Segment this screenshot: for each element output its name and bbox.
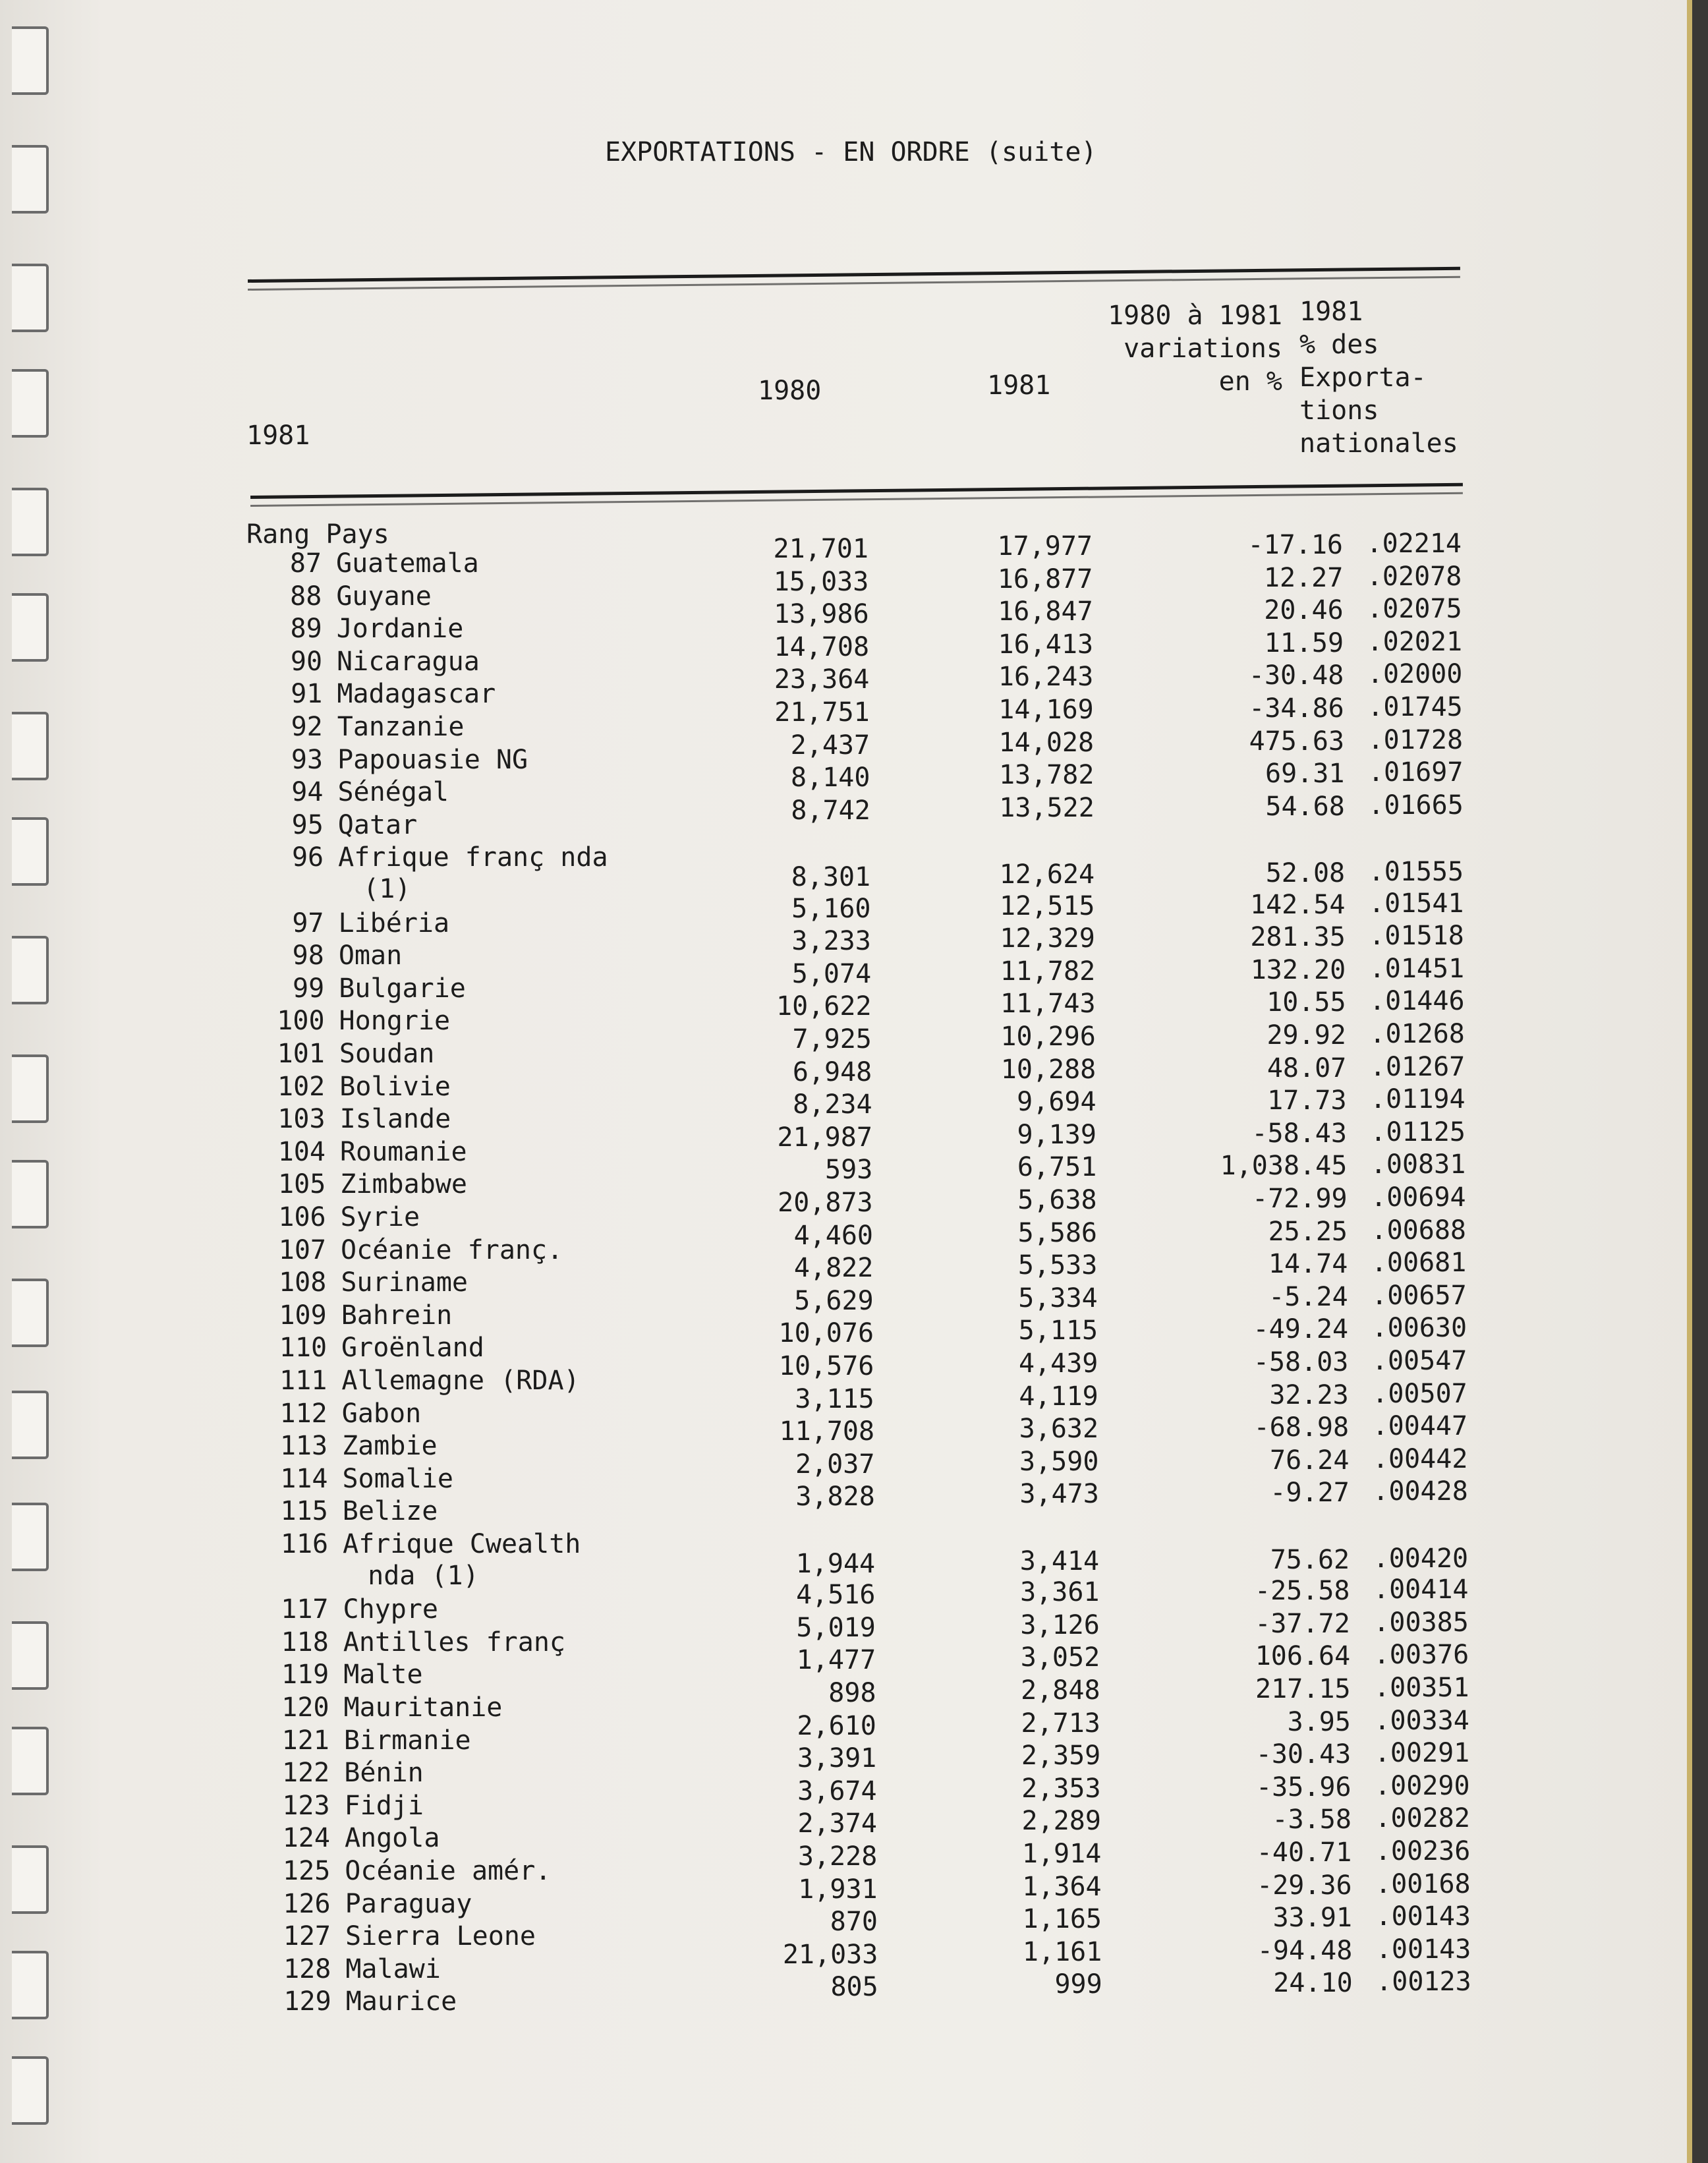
row-value-1980: 21,751	[774, 697, 870, 728]
row-variation: 69.31	[1265, 759, 1345, 790]
row-rank: 119	[281, 1659, 329, 1690]
row-rank: 112	[279, 1398, 327, 1429]
row-value-1981: 2,713	[1021, 1708, 1100, 1739]
row-value-1981: 1,364	[1022, 1871, 1102, 1902]
row-value-1981: 3,126	[1020, 1609, 1100, 1640]
row-share: .00143	[1375, 1901, 1471, 1932]
row-value-1980: 1,944	[795, 1549, 876, 1579]
row-country: Afrique Cwealth	[343, 1529, 581, 1559]
row-country: Zimbabwe	[340, 1169, 467, 1200]
row-rank: 117	[281, 1594, 329, 1625]
column-header-1981: 1981	[987, 370, 1051, 401]
row-variation: -37.72	[1255, 1608, 1350, 1639]
row-country: Mauritanie	[343, 1692, 503, 1723]
row-share: .00385	[1373, 1607, 1469, 1638]
row-value-1981: 3,590	[1019, 1446, 1099, 1477]
row-variation: -25.58	[1255, 1576, 1350, 1607]
column-header-share: 1981 % des Exporta- tions nationales	[1299, 297, 1458, 459]
row-value-1980: 1,477	[796, 1645, 876, 1676]
row-rank: 110	[279, 1333, 327, 1364]
row-variation: -58.43	[1251, 1118, 1347, 1149]
row-country: Islande	[339, 1104, 451, 1135]
column-header-rank-year: 1981	[246, 420, 310, 451]
row-variation: 33.91	[1272, 1903, 1352, 1934]
row-value-1980: 21,987	[777, 1122, 872, 1153]
row-country: Guyane	[336, 581, 432, 612]
row-country: Soudan	[339, 1039, 435, 1069]
row-value-1981: 5,115	[1018, 1315, 1098, 1346]
row-share: .01745	[1367, 692, 1463, 722]
row-variation: 76.24	[1270, 1445, 1350, 1476]
row-variation: -35.96	[1256, 1772, 1352, 1802]
row-value-1980: 2,374	[797, 1808, 877, 1839]
row-value-1980: 14,708	[774, 631, 870, 662]
row-rank: 102	[277, 1071, 326, 1102]
row-share: .01267	[1369, 1051, 1466, 1082]
row-value-1980: 3,115	[795, 1383, 874, 1414]
row-value-1981: 9,139	[1017, 1119, 1096, 1150]
row-value-1981: 14,028	[998, 727, 1095, 758]
row-variation: -68.98	[1253, 1412, 1350, 1443]
row-variation: -72.99	[1252, 1184, 1348, 1214]
row-variation: 281.35	[1250, 922, 1346, 953]
row-value-1980: 10,076	[778, 1318, 874, 1349]
row-rank: 120	[281, 1692, 329, 1723]
row-country: Bulgarie	[339, 973, 466, 1004]
row-rank: 91	[291, 679, 323, 710]
row-rank: 108	[279, 1267, 327, 1298]
row-rank: 129	[283, 1986, 331, 2017]
row-value-1981: 11,743	[1000, 989, 1096, 1020]
row-rank: 123	[282, 1790, 330, 1821]
row-variation: -9.27	[1270, 1478, 1350, 1509]
row-share: .00428	[1373, 1476, 1468, 1507]
row-share: .00681	[1371, 1248, 1467, 1279]
row-variation: 32.23	[1269, 1379, 1349, 1410]
row-share: .01541	[1369, 888, 1464, 919]
row-variation: 3.95	[1287, 1706, 1351, 1737]
row-share: .00694	[1371, 1182, 1466, 1213]
page-title: EXPORTATIONS - EN ORDRE (suite)	[605, 137, 1097, 167]
row-share: .01697	[1367, 757, 1464, 788]
row-rank: 109	[279, 1300, 327, 1331]
row-rank: 115	[280, 1496, 328, 1527]
row-country: Belize	[342, 1496, 438, 1527]
row-rank: 103	[277, 1104, 326, 1135]
row-value-1980: 805	[830, 1972, 878, 2003]
row-share: .00414	[1373, 1574, 1469, 1605]
row-value-1981: 13,522	[999, 792, 1095, 823]
row-value-1981: 11,782	[1000, 956, 1096, 987]
row-variation: 52.08	[1265, 858, 1346, 889]
row-value-1981: 5,586	[1017, 1217, 1097, 1248]
row-rank: 93	[291, 744, 324, 775]
row-country: Birmanie	[343, 1725, 471, 1756]
row-variation: 24.10	[1273, 1968, 1353, 1999]
row-country: Tanzanie	[337, 712, 465, 742]
row-value-1980: 3,233	[791, 926, 871, 957]
row-variation: -3.58	[1272, 1804, 1352, 1835]
row-variation: 132.20	[1250, 954, 1346, 985]
row-value-1981: 3,414	[1019, 1546, 1100, 1576]
row-country: Angola	[344, 1823, 440, 1854]
row-variation: 106.64	[1255, 1641, 1351, 1672]
row-country-continued: nda (1)	[368, 1561, 479, 1591]
row-value-1981: 16,413	[998, 629, 1094, 660]
row-value-1980: 4,460	[793, 1220, 873, 1251]
row-value-1980: 3,391	[797, 1743, 877, 1774]
row-value-1981: 2,848	[1021, 1675, 1100, 1706]
row-country: Sénégal	[337, 777, 449, 808]
row-share: .02214	[1366, 529, 1462, 559]
row-country: Sierra Leone	[345, 1921, 536, 1952]
row-country: Papouasie NG	[337, 744, 528, 775]
row-value-1981: 16,877	[997, 563, 1093, 594]
row-share: .01268	[1369, 1019, 1465, 1049]
row-share: .00442	[1372, 1443, 1468, 1474]
row-value-1981: 1,914	[1021, 1839, 1102, 1869]
row-value-1981: 1,165	[1022, 1904, 1102, 1935]
row-variation: -29.36	[1257, 1870, 1352, 1901]
row-country: Hongrie	[339, 1006, 451, 1037]
row-country: Zambie	[342, 1431, 438, 1462]
row-country: Qatar	[337, 809, 418, 840]
row-variation: 142.54	[1250, 889, 1346, 920]
row-share: .00290	[1375, 1770, 1470, 1801]
row-value-1980: 5,074	[791, 958, 872, 989]
row-rank: 121	[281, 1725, 329, 1756]
row-value-1980: 10,622	[776, 991, 872, 1022]
row-value-1980: 898	[828, 1678, 876, 1708]
row-share: .00168	[1375, 1868, 1471, 1899]
row-country: Bénin	[344, 1758, 424, 1789]
row-variation: 10.55	[1267, 987, 1346, 1018]
row-share: .01446	[1369, 986, 1465, 1017]
row-rank: 92	[291, 712, 323, 742]
row-value-1981: 13,782	[998, 760, 1095, 791]
row-value-1981: 12,624	[999, 859, 1095, 890]
row-value-1981: 2,359	[1021, 1741, 1101, 1772]
row-value-1980: 4,822	[793, 1253, 874, 1284]
row-share: .01451	[1369, 953, 1465, 984]
row-value-1981: 5,334	[1018, 1283, 1098, 1313]
row-value-1980: 10,576	[778, 1351, 874, 1381]
row-country: Roumanie	[339, 1136, 467, 1167]
row-share: .00351	[1374, 1673, 1469, 1703]
row-value-1980: 21,033	[782, 1939, 878, 1970]
row-country: Afrique franç nda	[338, 842, 608, 873]
row-share: .00547	[1371, 1346, 1467, 1376]
row-share: .01194	[1370, 1084, 1466, 1115]
row-value-1980: 20,873	[778, 1188, 873, 1218]
row-country: Paraguay	[345, 1888, 472, 1919]
row-variation: 217.15	[1255, 1674, 1351, 1704]
row-variation: -94.48	[1257, 1935, 1353, 1966]
row-variation: -49.24	[1253, 1314, 1349, 1345]
row-variation: 48.07	[1267, 1053, 1347, 1083]
row-country: Océanie amér.	[345, 1856, 552, 1886]
row-variation: -40.71	[1256, 1837, 1352, 1868]
row-value-1981: 4,119	[1019, 1381, 1098, 1412]
row-share: .00420	[1373, 1543, 1469, 1574]
row-value-1980: 870	[830, 1907, 878, 1938]
row-value-1981: 17,977	[997, 531, 1093, 562]
row-rank: 87	[289, 548, 322, 579]
row-rank: 125	[283, 1856, 331, 1886]
row-country: Malawi	[345, 1953, 441, 1984]
row-value-1980: 8,234	[793, 1089, 872, 1120]
row-share: .02021	[1367, 626, 1463, 657]
row-value-1980: 15,033	[773, 566, 869, 597]
row-share: .00688	[1371, 1215, 1466, 1246]
row-share: .00123	[1376, 1967, 1471, 1998]
row-share: .01125	[1370, 1116, 1466, 1147]
row-variation: -34.86	[1249, 693, 1344, 724]
row-rank: 89	[290, 614, 322, 645]
row-value-1981: 9,694	[1017, 1087, 1096, 1118]
row-value-1980: 593	[825, 1155, 873, 1186]
row-country: Gabon	[341, 1398, 422, 1429]
row-variation: 29.92	[1267, 1020, 1346, 1051]
row-value-1980: 5,629	[794, 1285, 874, 1316]
row-country: Somalie	[342, 1463, 454, 1494]
row-value-1980: 13,986	[774, 599, 869, 630]
row-share: .00236	[1375, 1836, 1471, 1866]
row-variation: 17.73	[1267, 1085, 1347, 1116]
row-value-1980: 1,931	[798, 1874, 878, 1905]
row-country: Suriname	[341, 1267, 468, 1298]
row-rank: 96	[291, 842, 324, 873]
row-rank: 90	[290, 646, 323, 677]
row-country: Allemagne (RDA)	[341, 1366, 580, 1396]
row-share: .02000	[1367, 659, 1463, 690]
row-value-1980: 3,674	[797, 1775, 877, 1806]
row-rank: 106	[278, 1202, 326, 1232]
row-rank: 113	[279, 1431, 328, 1462]
row-value-1981: 3,632	[1019, 1414, 1099, 1445]
row-value-1980: 8,301	[791, 862, 871, 893]
row-share: .01518	[1369, 921, 1464, 952]
row-share: .00282	[1375, 1803, 1470, 1834]
row-value-1980: 2,610	[797, 1710, 876, 1741]
row-variation: -58.03	[1253, 1347, 1349, 1377]
row-variation: 12.27	[1263, 562, 1344, 593]
row-value-1980: 8,140	[791, 763, 870, 793]
row-value-1981: 5,638	[1017, 1185, 1097, 1215]
row-rank: 118	[281, 1627, 329, 1658]
row-country: Oman	[338, 940, 403, 971]
row-rank: 128	[283, 1953, 331, 1984]
row-share: .00831	[1370, 1149, 1466, 1180]
row-rank: 104	[277, 1136, 326, 1167]
row-rank: 94	[291, 777, 324, 808]
row-country: Antilles franç	[343, 1627, 565, 1658]
row-rank: 107	[278, 1234, 326, 1265]
row-rank: 88	[290, 581, 322, 612]
row-variation: 475.63	[1249, 726, 1345, 757]
row-value-1980: 8,742	[791, 795, 870, 826]
row-value-1981: 16,847	[998, 596, 1093, 627]
row-country: Guatemala	[336, 548, 479, 579]
row-share: .00143	[1375, 1934, 1471, 1965]
row-country: Bolivie	[339, 1071, 451, 1102]
row-value-1981: 10,288	[1000, 1054, 1096, 1085]
row-value-1980: 21,701	[773, 534, 868, 564]
row-variation: 14.74	[1268, 1249, 1348, 1280]
row-share: .01555	[1368, 857, 1464, 888]
row-share: .01728	[1367, 724, 1464, 755]
row-share: .00507	[1372, 1378, 1467, 1409]
row-rank: 126	[283, 1888, 331, 1919]
row-rank: 105	[278, 1169, 326, 1200]
row-variation: -30.48	[1248, 660, 1344, 691]
row-value-1980: 6,948	[792, 1056, 872, 1087]
row-country: Libéria	[338, 908, 450, 938]
row-value-1980: 2,437	[790, 730, 870, 761]
row-value-1981: 6,751	[1017, 1152, 1097, 1183]
row-value-1981: 1,161	[1022, 1936, 1102, 1967]
row-share: .01665	[1368, 790, 1464, 821]
row-value-1980: 3,228	[797, 1841, 878, 1872]
row-country: Fidji	[344, 1790, 424, 1821]
column-header-1980: 1980	[758, 376, 822, 406]
row-value-1981: 999	[1054, 1969, 1102, 2000]
row-variation: 1,038.45	[1220, 1151, 1348, 1182]
row-value-1980: 3,828	[795, 1482, 875, 1513]
row-share: .02078	[1366, 561, 1462, 592]
row-rank: 114	[280, 1463, 328, 1494]
row-country: Océanie franç.	[341, 1234, 563, 1265]
column-header-rank-country: Rang Pays	[246, 519, 389, 550]
row-rank: 127	[283, 1921, 331, 1952]
row-share: .00334	[1374, 1705, 1469, 1736]
row-country: Nicaragua	[337, 646, 480, 677]
row-variation: -30.43	[1255, 1739, 1352, 1770]
row-rank: 98	[292, 940, 324, 971]
row-share: .00291	[1374, 1738, 1470, 1769]
row-value-1981: 3,473	[1019, 1479, 1099, 1510]
row-value-1980: 4,516	[796, 1580, 876, 1611]
row-variation: -17.16	[1247, 530, 1343, 560]
row-variation: 11.59	[1264, 627, 1344, 658]
row-rank: 95	[291, 809, 324, 840]
row-variation: 75.62	[1270, 1545, 1350, 1575]
row-rank: 101	[277, 1039, 325, 1069]
row-country: Syrie	[340, 1202, 420, 1232]
row-share: .00657	[1371, 1280, 1467, 1311]
row-country: Bahrein	[341, 1300, 453, 1331]
row-value-1980: 7,925	[792, 1024, 872, 1054]
row-value-1981: 3,052	[1020, 1642, 1100, 1673]
row-country: Chypre	[343, 1594, 438, 1625]
row-share: .00447	[1372, 1411, 1468, 1442]
row-country: Maurice	[345, 1986, 457, 2017]
row-value-1981: 12,515	[1000, 890, 1095, 921]
row-rank: 116	[280, 1529, 329, 1559]
row-variation: 20.46	[1264, 595, 1344, 626]
row-value-1980: 5,160	[791, 893, 871, 924]
row-rank: 122	[282, 1758, 330, 1789]
row-country: Madagascar	[337, 679, 496, 710]
column-header-variation: 1980 à 1981 variations en %	[1108, 301, 1282, 397]
row-value-1980: 23,364	[774, 664, 870, 695]
row-value-1981: 16,243	[998, 662, 1094, 693]
row-rank: 99	[293, 973, 325, 1004]
row-country: Jordanie	[336, 614, 464, 645]
row-country: Groënland	[341, 1333, 484, 1364]
row-value-1980: 2,037	[795, 1449, 875, 1480]
row-country-continued: (1)	[363, 874, 411, 905]
row-rank: 111	[279, 1366, 327, 1396]
row-value-1981: 10,296	[1000, 1022, 1096, 1052]
row-country: Malte	[343, 1659, 423, 1690]
row-variation: 25.25	[1268, 1216, 1348, 1247]
row-share: .00376	[1373, 1640, 1469, 1671]
row-value-1981: 12,329	[1000, 923, 1095, 954]
row-value-1981: 2,353	[1021, 1773, 1101, 1804]
row-variation: 54.68	[1265, 791, 1345, 822]
row-value-1981: 2,289	[1021, 1806, 1101, 1837]
row-share: .02075	[1367, 594, 1462, 625]
row-value-1980: 11,708	[779, 1416, 875, 1447]
row-variation: -5.24	[1268, 1281, 1348, 1312]
row-value-1980: 5,019	[796, 1612, 876, 1643]
row-value-1981: 5,533	[1017, 1250, 1098, 1281]
row-value-1981: 4,439	[1018, 1348, 1098, 1379]
row-rank: 124	[282, 1823, 330, 1854]
row-share: .00630	[1371, 1313, 1467, 1344]
row-rank: 100	[277, 1006, 325, 1037]
row-value-1981: 14,169	[998, 695, 1094, 725]
row-value-1981: 3,361	[1020, 1577, 1100, 1608]
row-rank: 97	[292, 908, 324, 938]
